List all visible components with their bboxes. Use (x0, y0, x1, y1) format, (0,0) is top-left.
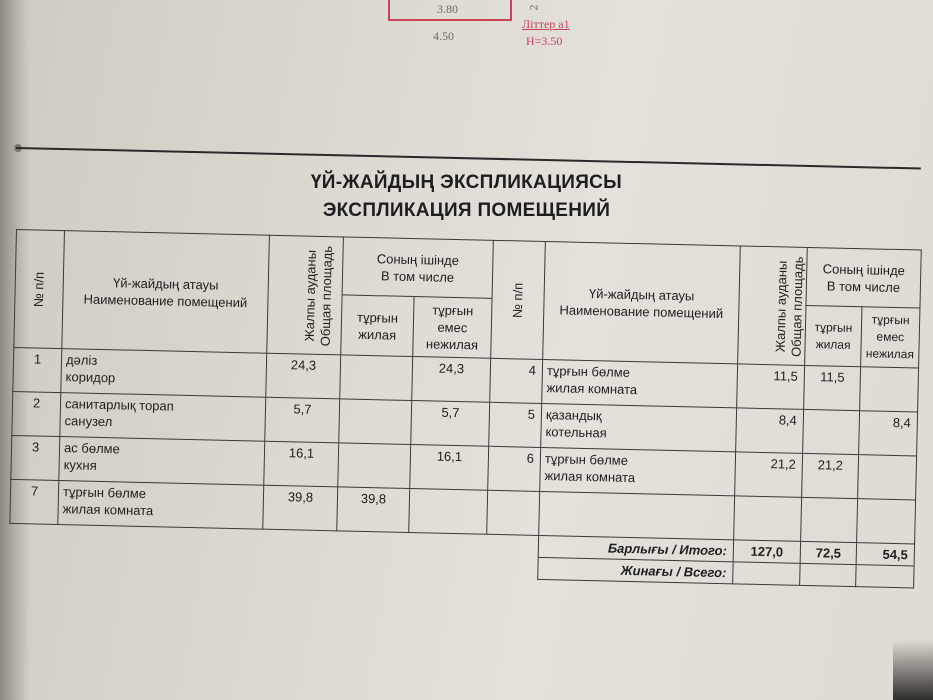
room-name: ас бөлме кухня (59, 437, 265, 486)
grand-total-area (733, 562, 800, 586)
header-incl-right (806, 247, 921, 308)
title-russian: ЭКСПЛИКАЦИЯ ПОМЕЩЕНИЙ (322, 200, 611, 221)
room-nonliving: 24,3 (412, 357, 491, 403)
header-incl-left (342, 237, 493, 298)
room-name: тұрғын бөлме жилая комната (542, 359, 738, 407)
room-nonliving (409, 488, 488, 534)
room-area: 16,1 (264, 441, 339, 487)
header-num-left: № п/п (14, 230, 65, 349)
totals-label: Барлығы / Итого: (538, 535, 733, 561)
plan-room-label: Літтер а1 (522, 17, 570, 31)
header-name-kz: Үй-жайдың атауы (588, 285, 695, 303)
header-area-left: Жалпы ауданы Общая площадь (267, 235, 344, 355)
corner-shadow (893, 640, 933, 700)
plan-dimension-inner: 3.80 (437, 2, 458, 16)
plan-wall-right (510, 0, 512, 20)
header-name-right (543, 242, 741, 364)
header-nonliving-right: тұрғын емес нежилая (861, 307, 920, 368)
room-nonliving (858, 455, 917, 500)
header-area-right: Жалпы ауданы Общая площадь (738, 246, 808, 365)
grand-total-nonliving (856, 565, 914, 588)
room-area: 5,7 (265, 397, 340, 443)
header-incl-kz: Соның ішінде (376, 250, 460, 268)
room-living (339, 399, 412, 445)
section-divider (16, 147, 921, 170)
row-num: 7 (10, 479, 59, 524)
plan-wall-left (388, 0, 390, 20)
header-num-right: № п/п (491, 240, 546, 359)
room-living: 21,2 (802, 453, 859, 498)
row-num: 5 (489, 402, 542, 447)
row-num (487, 490, 540, 535)
header-name-kz: Үй-жайдың атауы (112, 274, 219, 293)
room-nonliving: 16,1 (410, 445, 489, 491)
room-name: тұрғын бөлме жилая комната (58, 481, 264, 530)
room-area: 24,3 (266, 353, 341, 399)
room-area: 21,2 (735, 452, 803, 498)
header-name-ru: Наименование помещений (559, 301, 724, 321)
room-area: 39,8 (263, 485, 338, 531)
plan-wall-bottom (388, 19, 512, 21)
room-name: дәліз коридор (61, 349, 267, 398)
room-nonliving: 5,7 (411, 401, 490, 447)
room-nonliving (860, 367, 919, 412)
row-num: 6 (488, 446, 541, 491)
grand-total-living (800, 563, 856, 586)
room-living: 11,5 (804, 365, 861, 410)
header-incl-ru: В том числе (826, 277, 901, 295)
room-name: санитарлық торап санузел (60, 393, 266, 442)
room-nonliving: 8,4 (859, 411, 918, 456)
room-nonliving (857, 499, 916, 544)
grand-total-label: Жинағы / Всего: (538, 557, 733, 583)
header-living-left: тұрғын жилая (341, 295, 414, 357)
room-area (734, 496, 802, 542)
room-living (340, 355, 413, 401)
row-num: 2 (12, 391, 61, 436)
plan-dimension-outer: 4.50 (433, 29, 454, 43)
room-living (803, 409, 860, 454)
plan-side-digit: 2 (526, 4, 541, 11)
room-name: тұрғын бөлме жилая комната (540, 447, 736, 495)
room-name (539, 491, 735, 539)
header-incl-ru: В том числе (380, 267, 455, 285)
header-nonliving-left: тұрғын емес нежилая (413, 297, 492, 359)
room-living (801, 497, 858, 542)
title-kazakh: ҮЙ-ЖАЙДЫҢ ЭКСПЛИКАЦИЯСЫ (310, 172, 623, 193)
header-name-ru: Наименование помещений (83, 291, 248, 310)
room-living (338, 443, 411, 489)
room-area: 11,5 (737, 364, 805, 410)
totals-area: 127,0 (733, 540, 800, 564)
header-name-left (62, 231, 270, 354)
explication-table (8, 229, 920, 588)
row-num: 1 (13, 347, 62, 392)
totals-nonliving: 54,5 (856, 543, 914, 566)
row-num: 4 (490, 358, 543, 403)
header-incl-kz: Соның ішінде (822, 260, 906, 278)
totals-living: 72,5 (800, 541, 856, 564)
room-name: қазандық котельная (541, 403, 737, 451)
plan-height-label: H=3.50 (526, 34, 563, 48)
room-living: 39,8 (337, 487, 410, 533)
header-living-right: тұрғын жилая (805, 305, 862, 366)
row-num: 3 (11, 435, 60, 480)
room-area: 8,4 (736, 408, 804, 454)
